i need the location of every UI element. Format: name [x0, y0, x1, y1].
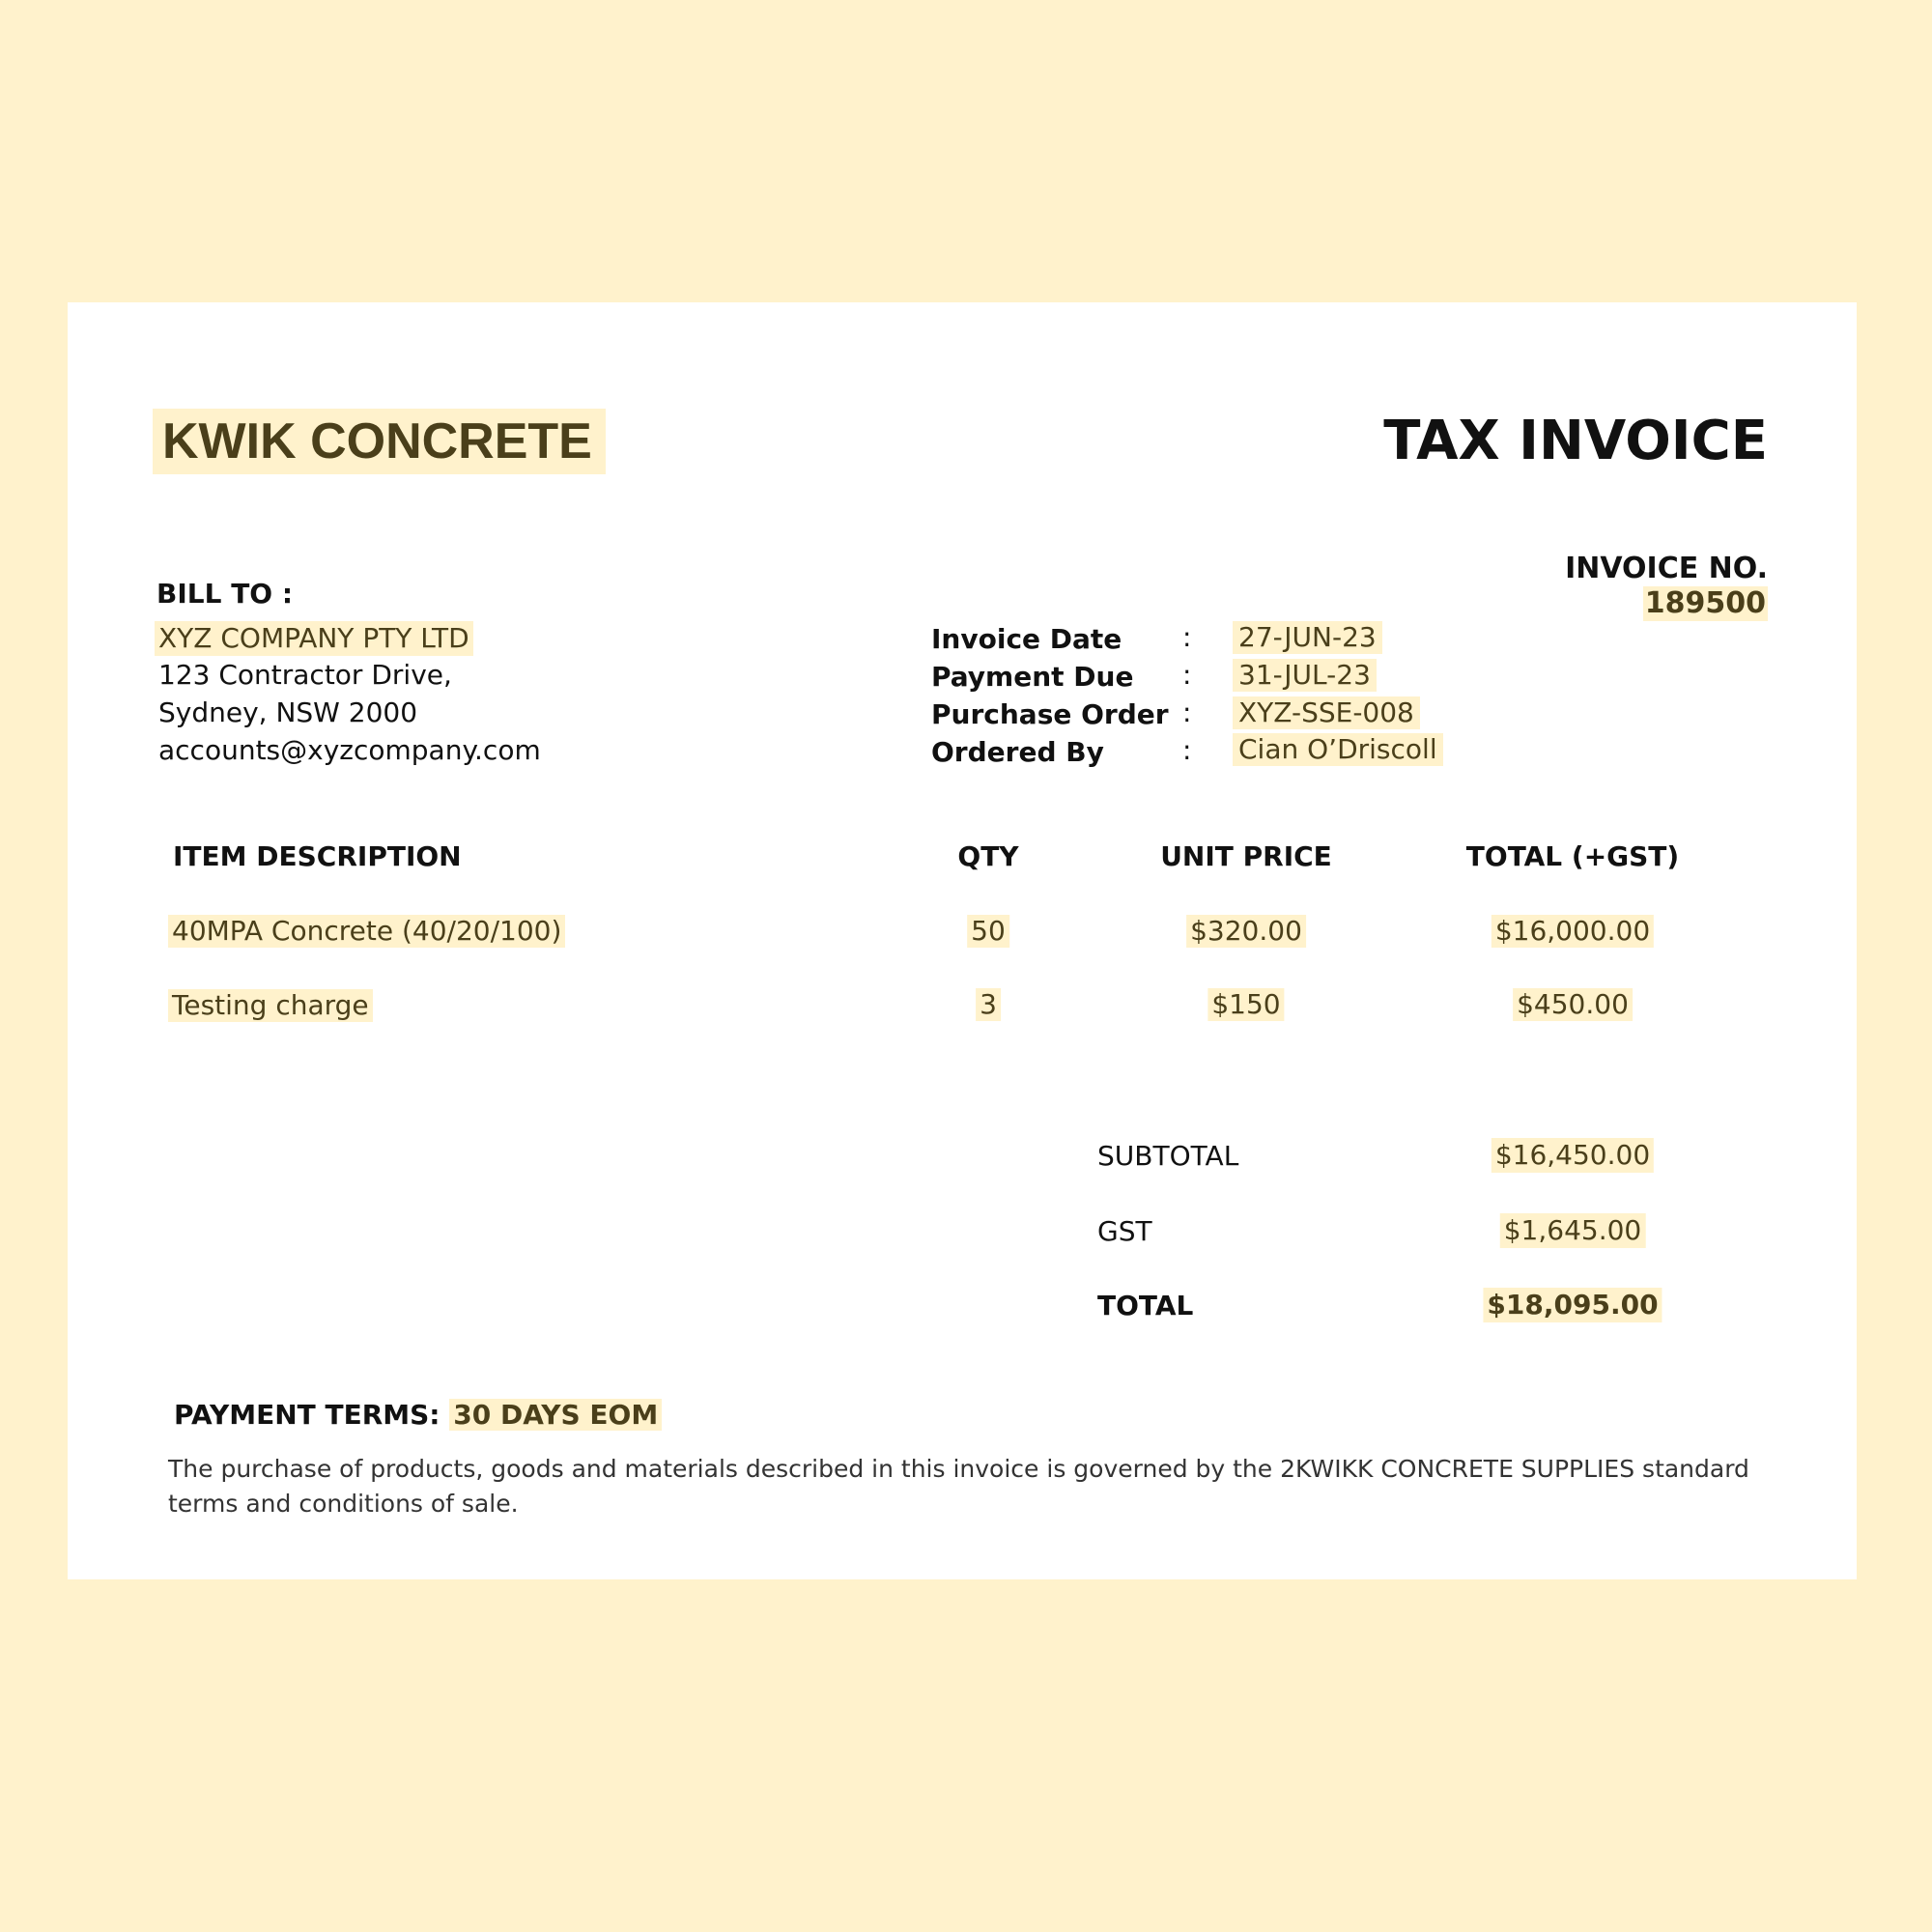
- bill-to-email: accounts@xyzcompany.com: [158, 734, 541, 766]
- row-2-description: Testing charge: [168, 989, 373, 1022]
- invoice-date-label: Invoice Date: [931, 623, 1122, 655]
- purchase-order-colon: :: [1182, 696, 1192, 728]
- column-header-description: ITEM DESCRIPTION: [173, 840, 462, 872]
- payment-terms: [174, 1398, 662, 1433]
- bill-to-company: XYZ COMPANY PTY LTD: [155, 621, 473, 656]
- payment-due-label: Payment Due: [931, 661, 1134, 693]
- total-label: TOTAL: [1097, 1290, 1194, 1321]
- subtotal-label: SUBTOTAL: [1097, 1140, 1239, 1172]
- column-header-total: TOTAL (+GST): [1465, 840, 1680, 872]
- row-2-unit-price: $150: [1208, 988, 1284, 1021]
- column-header-qty: QTY: [957, 840, 1019, 872]
- payment-due-colon: :: [1182, 659, 1192, 691]
- bill-to-address-line1: 123 Contractor Drive,: [158, 659, 452, 691]
- purchase-order-value: XYZ-SSE-008: [1233, 696, 1420, 729]
- document-title: TAX INVOICE: [1383, 410, 1768, 472]
- row-2-total: $450.00: [1513, 988, 1633, 1021]
- payment-terms-label: PAYMENT TERMS:: [174, 1399, 440, 1431]
- row-1-qty: 50: [967, 915, 1009, 948]
- total-value: $18,095.00: [1483, 1288, 1662, 1322]
- terms-note: The purchase of products, goods and materials described in this invoice is governed by the 2KWIKK CONCRETE SUPPLIES standard terms and conditions of sale.: [168, 1455, 1749, 1518]
- ordered-by-value: Cian O’Driscoll: [1233, 733, 1443, 766]
- invoice-date-colon: :: [1182, 621, 1192, 653]
- row-1-unit-price: $320.00: [1186, 915, 1306, 948]
- payment-due-value: 31-JUL-23: [1233, 659, 1377, 692]
- gst-value: $1,645.00: [1500, 1213, 1646, 1248]
- bill-to-address-line2: Sydney, NSW 2000: [158, 696, 418, 728]
- row-1-total: $16,000.00: [1492, 915, 1654, 948]
- row-2-qty: 3: [976, 988, 1001, 1021]
- invoice-date-value: 27-JUN-23: [1233, 621, 1382, 654]
- gst-label: GST: [1097, 1215, 1152, 1247]
- ordered-by-colon: :: [1182, 734, 1192, 766]
- payment-terms-value: 30 DAYS EOM: [449, 1399, 662, 1431]
- invoice-sheet: [68, 302, 1857, 1579]
- invoice-number-label: INVOICE NO.: [1565, 552, 1768, 585]
- purchase-order-label: Purchase Order: [931, 698, 1169, 730]
- ordered-by-label: Ordered By: [931, 736, 1104, 768]
- column-header-unit-price: UNIT PRICE: [1160, 840, 1332, 872]
- invoice-number-value: 189500: [1644, 586, 1766, 620]
- row-1-description: 40MPA Concrete (40/20/100): [168, 915, 565, 948]
- company-logo-text: KWIK CONCRETE: [153, 409, 606, 474]
- bill-to-label: BILL TO :: [156, 578, 294, 610]
- subtotal-value: $16,450.00: [1492, 1138, 1654, 1173]
